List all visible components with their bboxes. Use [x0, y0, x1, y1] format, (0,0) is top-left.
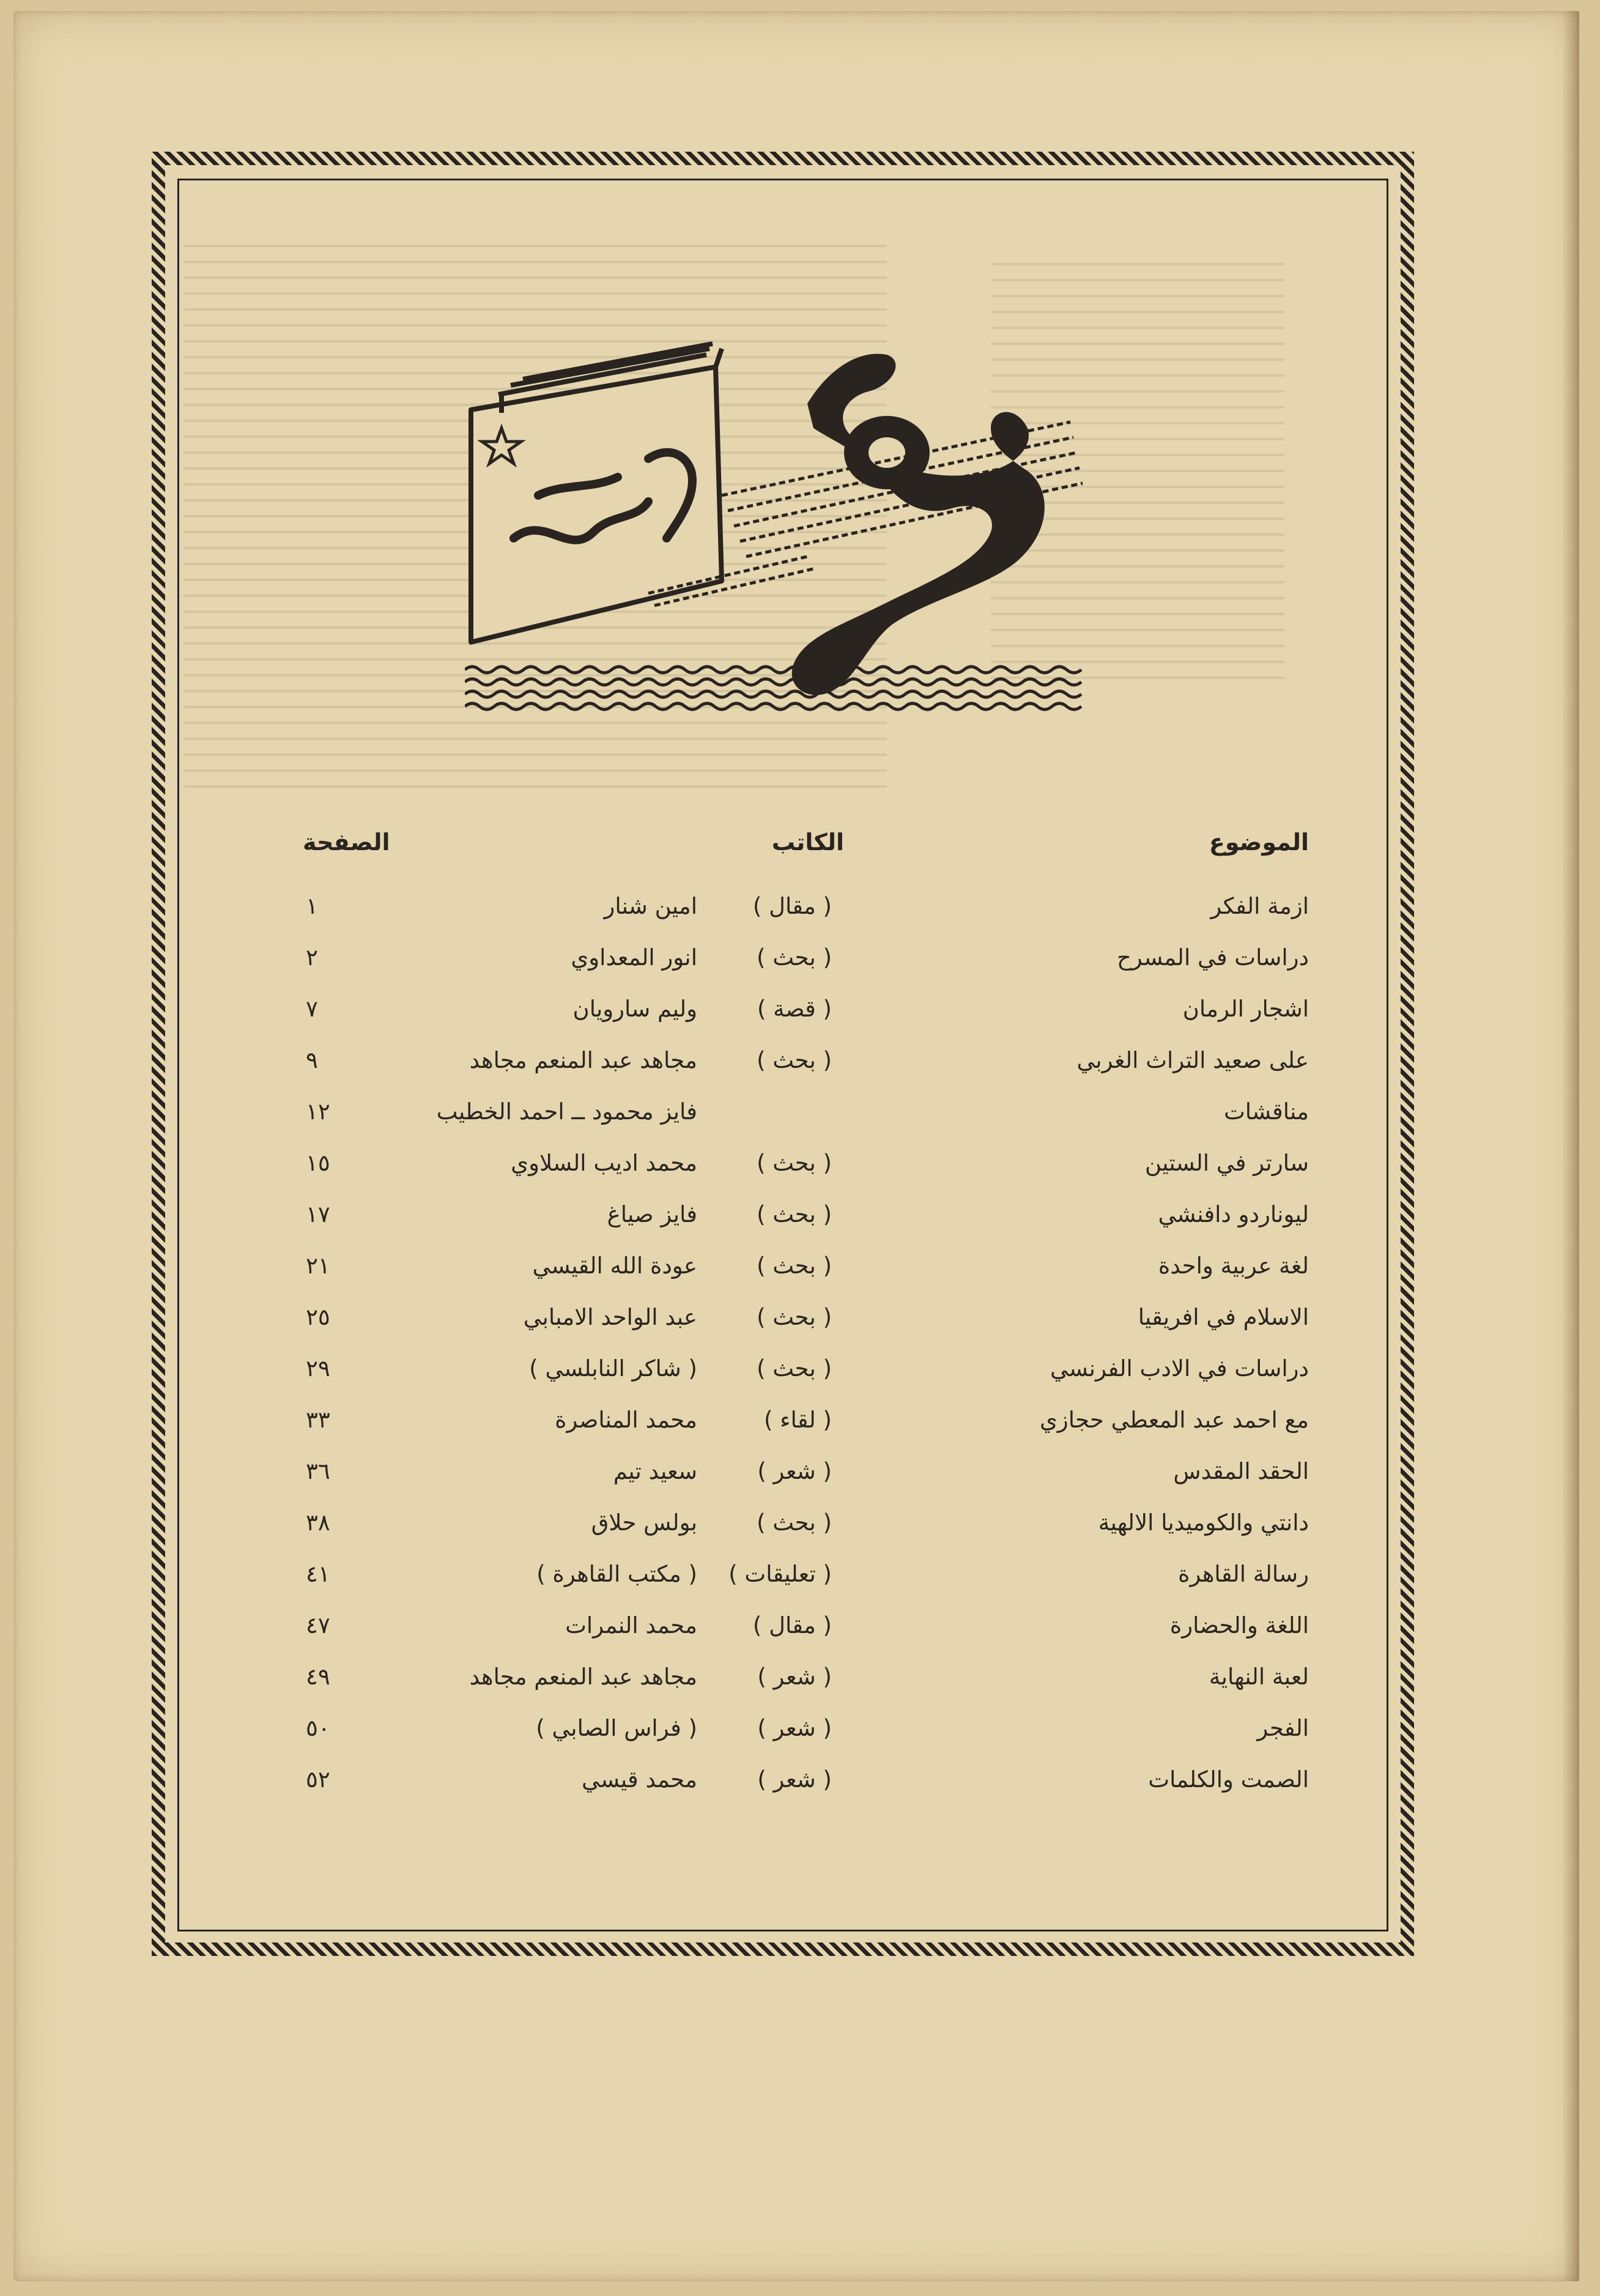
toc-topic: الحقد المقدس: [1173, 1458, 1309, 1484]
toc-topic: مع احمد عبد المعطي حجازي: [1039, 1407, 1309, 1433]
toc-page-number: ٤٩: [306, 1664, 330, 1690]
toc-row: [269, 893, 1309, 944]
toc-author: مجاهد عبد المنعم مجاهد: [469, 1047, 697, 1073]
toc-type: ( بحث ): [757, 1304, 832, 1330]
toc-page-number: ٢١: [306, 1253, 330, 1279]
page-edge-shadow: [1562, 11, 1579, 2281]
toc-topic: اللغة والحضارة: [1169, 1612, 1309, 1639]
toc-topic: رسالة القاهرة: [1178, 1561, 1309, 1587]
toc-row: [269, 1715, 1309, 1766]
toc-row: [269, 1664, 1309, 1715]
header-author: الكاتب: [771, 829, 844, 856]
toc-type: ( شعر ): [757, 1715, 832, 1741]
toc-row: [269, 1304, 1309, 1355]
toc-topic: دراسات في المسرح: [1116, 944, 1309, 971]
toc-row: [269, 1047, 1309, 1098]
toc-page-number: ٣٣: [306, 1407, 330, 1433]
toc-page-number: ١٧: [306, 1201, 330, 1228]
toc-author: ( فراس الصابي ): [536, 1715, 697, 1741]
toc-row: [269, 1355, 1309, 1407]
toc-page-number: ٢٩: [306, 1355, 330, 1382]
toc-author: محمد المناصرة: [555, 1407, 697, 1433]
toc-header: [269, 829, 1309, 872]
toc-page-number: ٢٥: [306, 1304, 330, 1330]
toc-author: فايز صياغ: [607, 1201, 697, 1228]
toc-page-number: ٤١: [306, 1561, 330, 1587]
toc-author: عودة الله القيسي: [532, 1253, 697, 1279]
toc-row: [269, 1509, 1309, 1561]
toc-row: [269, 1766, 1309, 1818]
toc-row: [269, 1612, 1309, 1664]
toc-page-number: ١: [306, 893, 318, 919]
toc-page-number: ٥٠: [306, 1715, 330, 1741]
toc-topic: اشجار الرمان: [1182, 996, 1309, 1022]
toc-topic: ليوناردو دافنشي: [1158, 1201, 1309, 1228]
toc-row: [269, 996, 1309, 1047]
toc-topic: دراسات في الادب الفرنسي: [1050, 1355, 1309, 1382]
toc-type: ( شعر ): [757, 1664, 832, 1690]
toc-page-number: ١٥: [306, 1150, 330, 1176]
toc-row: [269, 944, 1309, 996]
toc-page-number: ٢: [306, 944, 318, 971]
toc-topic: ازمة الفكر: [1210, 893, 1309, 919]
toc-author: وليم سارويان: [572, 996, 697, 1022]
toc-row: [269, 1407, 1309, 1458]
issue-logo: [465, 336, 1113, 728]
toc-row: [269, 1150, 1309, 1201]
toc-type: ( بحث ): [757, 1150, 832, 1176]
wavy-underline: [465, 667, 1081, 709]
toc-type: ( تعليقات ): [728, 1561, 832, 1587]
toc-author: ( شاكر النابلسي ): [529, 1355, 697, 1382]
toc-topic: سارتر في الستين: [1145, 1150, 1309, 1176]
toc-topic: لغة عربية واحدة: [1158, 1253, 1309, 1279]
toc-type: ( بحث ): [757, 1201, 832, 1228]
table-of-contents: [269, 893, 1309, 1818]
toc-type: ( بحث ): [757, 1047, 832, 1073]
toc-page-number: ٧: [306, 996, 318, 1022]
toc-page-number: ٣٦: [306, 1458, 330, 1484]
toc-topic: الصمت والكلمات: [1148, 1766, 1309, 1793]
toc-type: ( بحث ): [757, 1355, 832, 1382]
toc-type: ( بحث ): [757, 1509, 832, 1536]
toc-type: ( مقال ): [752, 1612, 832, 1639]
toc-page-number: ٩: [306, 1047, 318, 1073]
toc-type: ( لقاء ): [763, 1407, 832, 1433]
toc-author: ( مكتب القاهرة ): [536, 1561, 697, 1587]
header-page: الصفحة: [303, 829, 390, 856]
toc-type: ( مقال ): [752, 893, 832, 919]
toc-type: ( قصة ): [757, 996, 832, 1022]
calligraphy-title: [792, 354, 1045, 695]
toc-author: انور المعداوي: [571, 944, 697, 971]
toc-author: محمد اديب السلاوي: [511, 1150, 697, 1176]
toc-type: ( بحث ): [757, 1253, 832, 1279]
toc-row: [269, 1458, 1309, 1509]
toc-author: محمد النمرات: [565, 1612, 697, 1639]
toc-author: عبد الواحد الامبابي: [523, 1304, 697, 1330]
toc-author: مجاهد عبد المنعم مجاهد: [469, 1664, 697, 1690]
toc-author: محمد قيسي: [582, 1766, 697, 1793]
toc-topic: مناقشات: [1223, 1098, 1309, 1125]
toc-topic: الاسلام في افريقيا: [1138, 1304, 1309, 1330]
toc-topic: دانتي والكوميديا الالهية: [1098, 1509, 1309, 1536]
toc-row: [269, 1201, 1309, 1253]
toc-author: امين شنار: [604, 893, 697, 919]
header-topic: الموضوع: [1209, 829, 1309, 856]
toc-page-number: ٤٧: [306, 1612, 330, 1639]
toc-page-number: ٣٨: [306, 1509, 330, 1536]
toc-topic: على صعيد التراث الغربي: [1076, 1047, 1309, 1073]
toc-row: [269, 1098, 1309, 1150]
toc-type: ( شعر ): [757, 1766, 832, 1793]
toc-type: ( شعر ): [757, 1458, 832, 1484]
toc-page-number: ٥٢: [306, 1766, 330, 1793]
toc-author: سعيد تيم: [613, 1458, 697, 1484]
toc-type: ( بحث ): [757, 944, 832, 971]
toc-row: [269, 1253, 1309, 1304]
toc-topic: الفجر: [1257, 1715, 1309, 1741]
toc-row: [269, 1561, 1309, 1612]
toc-author: بولس حلاق: [591, 1509, 697, 1536]
toc-topic: لعبة النهاية: [1209, 1664, 1309, 1690]
toc-author: فايز محمود ــ احمد الخطيب: [436, 1098, 697, 1125]
toc-page-number: ١٢: [306, 1098, 330, 1125]
